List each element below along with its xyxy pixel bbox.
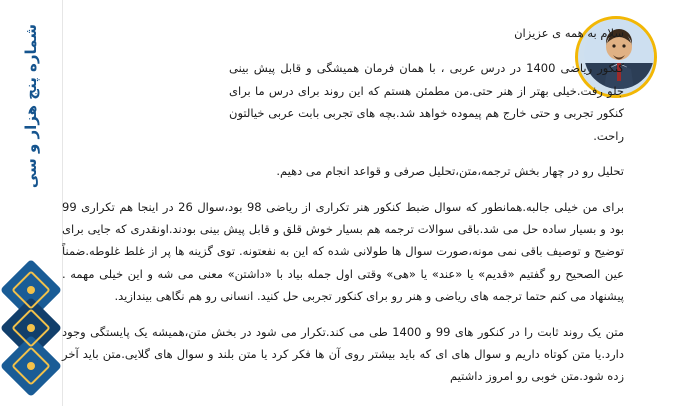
document-body xyxy=(62,22,638,401)
paragraph-structure: تحلیل رو در چهار بخش ترجمه،متن،تحلیل صرفی و قواعد انجام می دهیم. xyxy=(276,164,624,179)
islamic-diamond-ornament-icon xyxy=(6,268,56,388)
decorative-sidebar xyxy=(0,0,63,406)
ornament-dot-2 xyxy=(27,324,35,332)
paragraph-greeting: سلام به همه ی عزیزان xyxy=(514,26,624,40)
paragraph-text-trend: متن یک روند ثابت را در کنکور های 99 و 1400 طی می کند.تکرار می شود در بخش متن،همیشه یک پایستگی وجود دارد.یا متن کوتاه داریم و سوال های ای که باید بیشتر روی آن ها فکر کرد یا متن بلند و سوال های گلایی.متن باید آخر زده شود.متن خوبی رو امروز داشتیم xyxy=(62,324,624,384)
sidebar-vertical-title xyxy=(0,8,62,238)
ornament-dot-1 xyxy=(27,286,35,294)
paragraph-intro: کنکور ریاضی 1400 در درس عربی ، با همان فرمان همیشگی و قابل پیش بینی جلو رفت.خیلی بهتر از هنر حتی.من مطمئن هستم که این روند برای درس ما برای کنکور تجربی و حتی خارج هم پیموده خواهد شد.بچه های تجربی بابت عربی خیالتون راحت. xyxy=(229,61,624,143)
sidebar-title-text: شماره پنج هزار و سی xyxy=(21,24,40,189)
ornament-dot-3 xyxy=(27,362,35,370)
paragraph-analysis: برای من خیلی جالبه.همانطور که سوال ضبط کنکور هنر تکراری از ریاضی 98 بود،سوال 26 در اینجا هم تکراری 99 بود و بسیار ساده حل می شد.باقی سوالات ترجمه هم بسیار خوش قلق و قابل پیش بینی بودند.اونقدری که جایی برای توضیح و توصیف باقی نمی مونه،صورت سوال ها طولانی شده که این به نفعتونه. توی گزینه ها پر از غلط غلوطه.ضمناً عین الصحیح رو گفتیم «قدیم» یا «عند» یا «هی» وقتی اول جمله بیاد با «داشتن» معنی می شه و این خیلی مهمه . پیشنهاد می کنم حتما ترجمه های ریاضی و هنر رو برای کنکور تجربی حل کنید. انسانی رو هم نگاهی بیندازید. xyxy=(62,199,624,304)
